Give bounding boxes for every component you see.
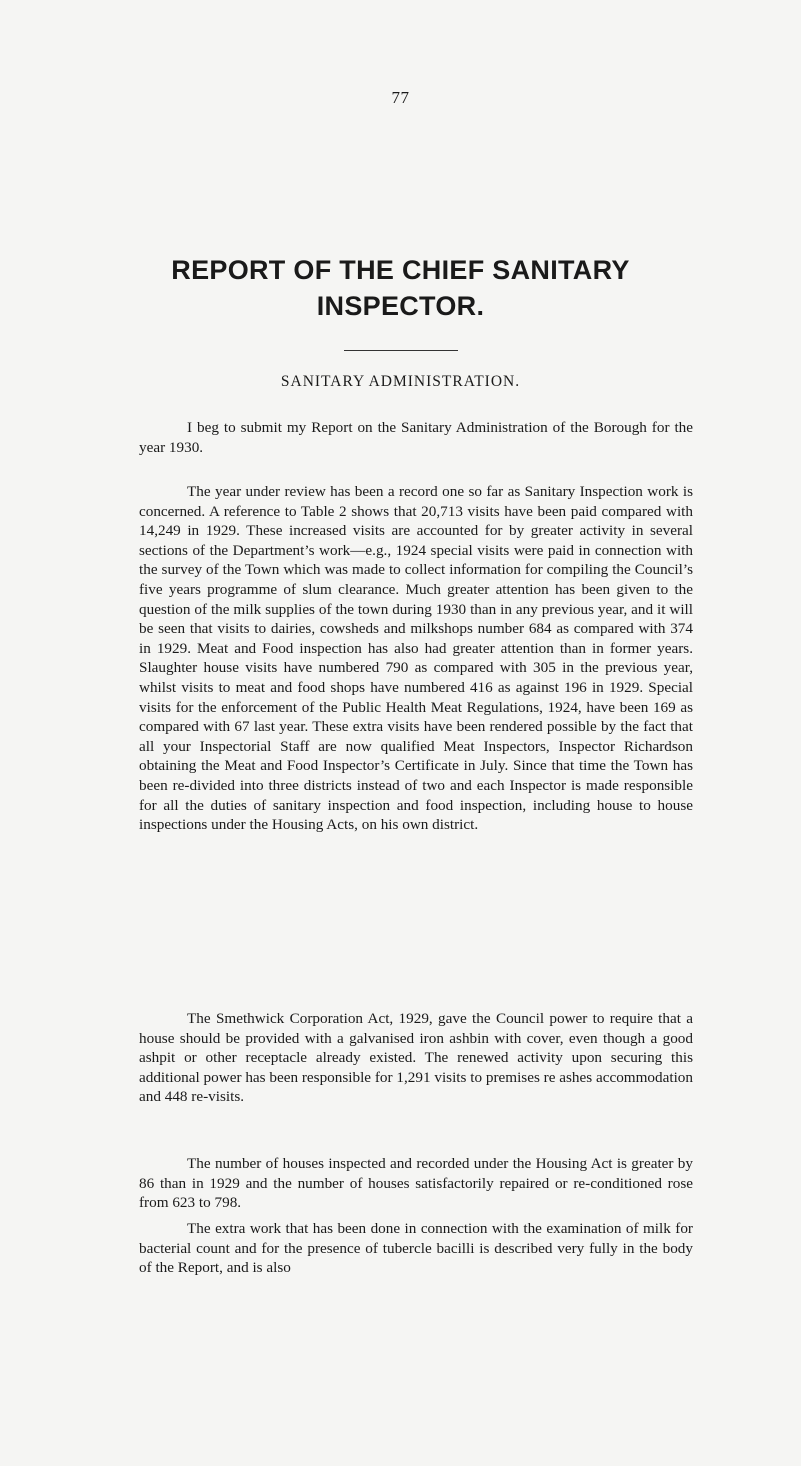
section-heading: SANITARY ADMINISTRATION. [280,373,521,390]
report-title-line-2: INSPECTOR. [316,291,485,321]
report-title [0,252,801,324]
paragraph-intro: I beg to submit my Report on the Sanitary Administration of the Borough for the year 1930. [139,419,693,456]
paragraph-milk-examination: The extra work that has been done in connection with the examination of milk for bacterial count and for the presence of tubercle bacilli is described very fully in the body of the Report, and is also [139,1220,693,1277]
page-number: 77 [391,88,410,107]
paragraph-inspection-visits: The year under review has been a record one so far as Sanitary Inspection work is concerned. A reference to Table 2 shows that 20,713 visits have been paid compared with 14,249 in 1929. These increased visits are accounted for by greater activity in several sections of the Department’s work—e.g., 1924 special visits were paid in connection with the survey of the Town which was made to collect information for compiling the Council’s five years programme of slum clearance. Much greater attention has been given to the question of the milk supplies of the town during 1930 than in any previous year, and it will be seen that visits to dairies, cowsheds and milkshops number 684 as compared with 374 in 1929. Meat and Food inspection has also had greater attention than in former years. Slaughter house visits have numbered 790 as compared with 305 in the previous year, whilst visits to meat and food shops have numbered 416 as against 196 in 1929. Special visits for the enforcement of the Public Health Meat Regulations, 1924, have been 169 as compared with 67 last year. These extra visits have been rendered possible by the fact that all your Inspectorial Staff are now qualified Meat Inspectors, Inspector Richardson obtaining the Meat and Food Inspector’s Certificate in July. Since that time the Town has been re-divided into three districts instead of two and each Inspector is made responsible for all the duties of sanitary inspection and food inspection, including house to house inspections under the Housing Acts, on his own district. [139,483,693,834]
report-title-line-1: REPORT OF THE CHIEF SANITARY [171,255,630,285]
title-divider [344,350,458,351]
paragraph-housing-act: The number of houses inspected and recorded under the Housing Act is greater by 86 than in 1929 and the number of houses satisfactorily repaired or re-conditioned rose from 623 to 798. [139,1155,693,1212]
paragraph-corporation-act: The Smethwick Corporation Act, 1929, gave the Council power to require that a house should be provided with a galvanised iron ashbin with cover, even though a good ashpit or other receptacle already existed. The renewed activity upon securing this additional power has been responsible for 1,291 visits to premises re ashes accommodation and 448 re-visits. [139,1010,693,1106]
